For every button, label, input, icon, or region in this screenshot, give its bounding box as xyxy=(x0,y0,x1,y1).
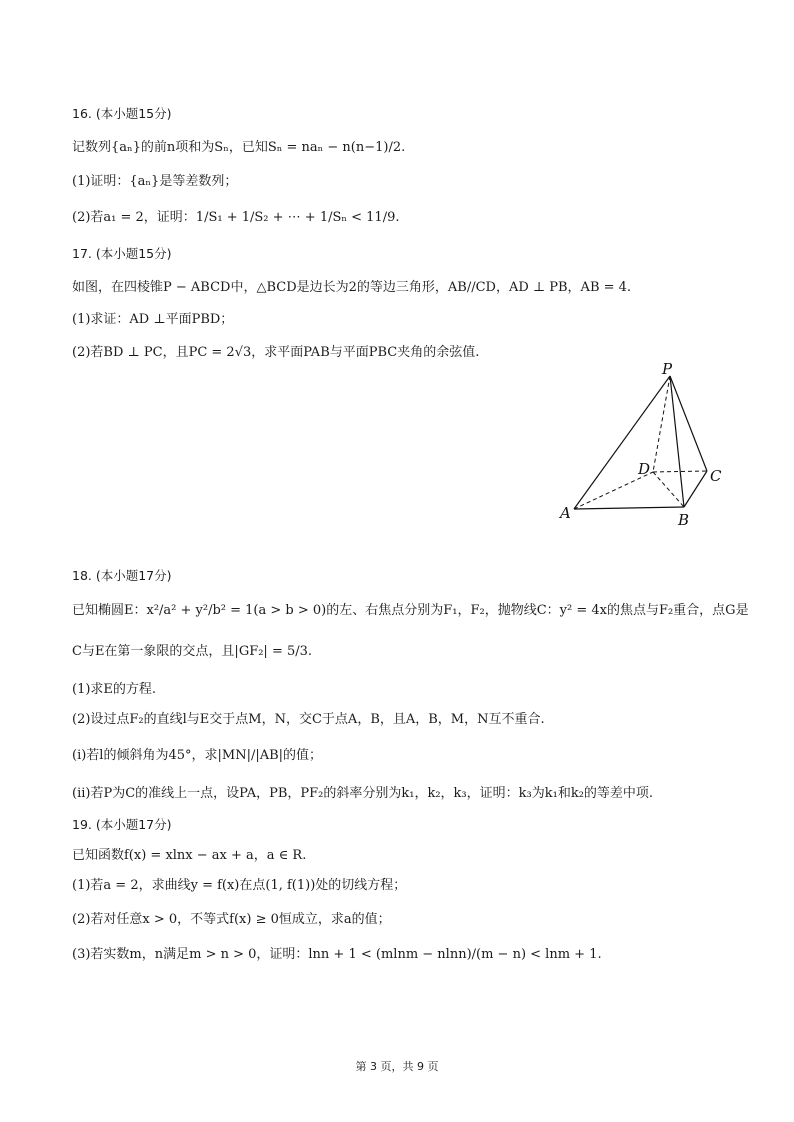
label-A: A xyxy=(560,504,571,522)
label-D: D xyxy=(638,460,651,478)
q18-stem-line2: C与E在第一象限的交点，且|GF₂| = 5/3. xyxy=(72,644,313,659)
label-P: P xyxy=(662,360,673,378)
q16-stem: 记数列{aₙ}的前n项和为Sₙ，已知Sₙ = naₙ − n(n−1)/2. xyxy=(72,140,406,155)
q18-part2-i: (i)若l的倾斜角为45°，求|MN|/|AB|的值； xyxy=(72,748,323,763)
edge-BC xyxy=(684,471,707,507)
q16-part2: (2)若a₁ = 2，证明：1/S₁ + 1/S₂ + ⋯ + 1/Sₙ < 11/9. xyxy=(72,210,400,225)
q17-heading: 17. (本小题15分) xyxy=(72,246,172,261)
q17-part2: (2)若BD ⊥ PC，且PC = 2√3，求平面PAB与平面PBC夹角的余弦值. xyxy=(72,345,480,360)
q18-part2: (2)设过点F₂的直线l与E交于点M，N，交C于点A，B，且A，B，M，N互不重合. xyxy=(72,712,545,727)
q18-stem-line1: 已知椭圆E：x²/a² + y²/b² = 1(a > b > 0)的左、右焦点分别为F₁，F₂，抛物线C：y² = 4x的焦点与F₂重合，点G是 xyxy=(72,603,749,618)
q17-part1: (1)求证：AD ⊥平面PBD； xyxy=(72,312,234,327)
q19-stem: 已知函数f(x) = xlnx − ax + a，a ∈ R. xyxy=(72,848,307,863)
label-C: C xyxy=(710,467,722,485)
pyramid-figure xyxy=(548,358,738,533)
page-footer: 第 3 页，共 9 页 xyxy=(355,1060,439,1073)
edge-AB xyxy=(574,507,684,509)
q19-part3: (3)若实数m，n满足m > n > 0，证明：lnn + 1 < (mlnm − nlnn)/(m − n) < lnm + 1. xyxy=(72,947,602,962)
edge-PD-hidden xyxy=(653,376,670,472)
label-B: B xyxy=(678,511,690,529)
q19-heading: 19. (本小题17分) xyxy=(72,817,172,832)
q18-part2-ii: (ii)若P为C的准线上一点，设PA，PB，PF₂的斜率分别为k₁，k₂，k₃，证明：k₃为k₁和k₂的等差中项. xyxy=(72,786,654,801)
q16-heading: 16. (本小题15分) xyxy=(72,106,172,121)
q16-part1: (1)证明：{aₙ}是等差数列； xyxy=(72,174,238,189)
q19-part1: (1)若a = 2，求曲线y = f(x)在点(1, f(1))处的切线方程； xyxy=(72,878,407,893)
q18-part1: (1)求E的方程. xyxy=(72,682,157,697)
edge-PB xyxy=(670,376,684,507)
edge-DB-hidden xyxy=(653,472,684,507)
q18-heading: 18. (本小题17分) xyxy=(72,568,172,583)
edge-PA xyxy=(574,376,670,509)
q19-part2: (2)若对任意x > 0，不等式f(x) ≥ 0恒成立，求a的值； xyxy=(72,912,391,927)
q17-stem: 如图，在四棱锥P − ABCD中，△BCD是边长为2的等边三角形，AB//CD，AD ⊥ PB，AB = 4. xyxy=(72,280,632,295)
